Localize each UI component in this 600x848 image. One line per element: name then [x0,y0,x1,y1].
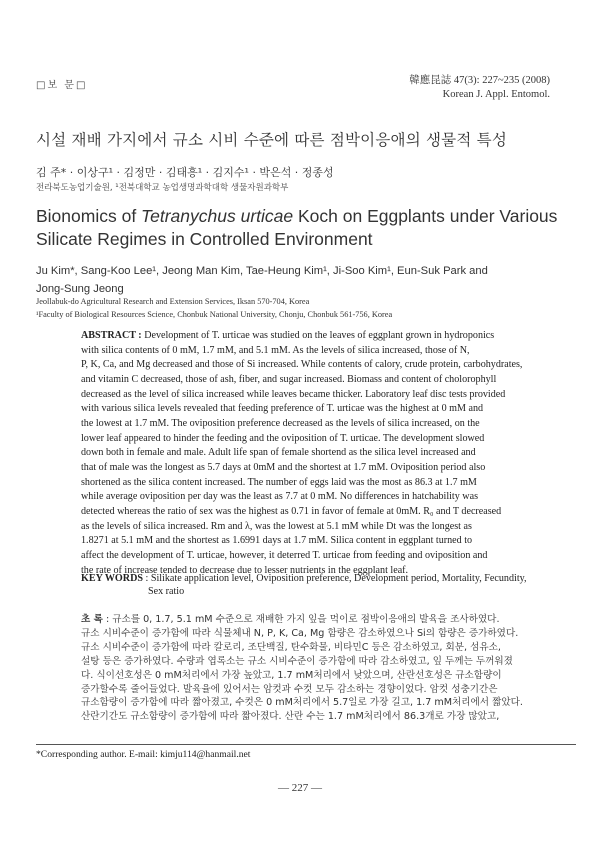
authors-line1: Ju Kim*, Sang-Koo Lee¹, Jeong Man Kim, Tae-Heung Kim¹, Ji-Soo Kim¹, Eun-Suk Park and [36,265,488,277]
title-english [36,205,576,251]
abstract-line: 1.8271 at 5.1 mM and the shortest as 1.6991 days at 1.7 mM. Silica content in eggplant turned to [81,535,473,547]
abstract-line: Development of T. urticae was studied on the leaves of eggplant grown in hydroponics [141,330,495,341]
affiliation-line2: ¹Faculty of Biological Resources Science, Chonbuk National University, Chonju, Chonbuk 561-756, Korea [36,309,393,319]
authors-line2: Jong-Sung Jeong [36,283,124,295]
journal-citation [409,74,550,102]
journal-citation-kr: 韓應昆誌 47(3): 227~235 (2008) [409,75,550,86]
abstract-line: the rate of increase tended to decrease due to lesser nutrients in the eggplant leaf. [81,564,409,576]
korean-abstract-line: 증가할수록 줄어들었다. 발육율에 있어서는 암컷과 수컷 모두 감소하는 경향이었다. 암컷 성충기간은 [81,683,498,695]
abstract-english [81,329,561,578]
authors-english [36,262,576,298]
affiliation-english [36,296,576,321]
abstract-line: with silica contents of 0 mM, 1.7 mM, and 5.1 mM. As the levels of silica increased, those of N, [81,344,470,356]
keywords [81,572,561,598]
korean-abstract-line: 규소 시비수준이 증가함에 따라 칼로리, 조단백질, 탄수화물, 비타민C 등은 감소하였고, 회분, 섬유소, [81,641,501,653]
footnote-divider [36,744,576,745]
affiliation-line1: Jeollabuk-do Agricultural Research and Extension Services, Iksan 570-704, Korea [36,297,310,306]
abstract-line: P, K, Ca, and Mg decreased and those of Si increased. While contents of calory, crude protein, carbohydrates, [81,359,523,371]
korean-abstract-line: : 규소를 0, 1.7, 5.1 mM 수준으로 재배한 가지 잎을 먹이로 점박이응애의 발육을 조사하였다. [102,614,500,625]
title-line2: Silicate Regimes in Controlled Environment [36,229,373,249]
abstract-label: ABSTRACT : [81,330,142,341]
abstract-line: affect the development of T. urticae, however, it deterred T. urticae from feeding and oviposition and [81,549,488,561]
abstract-line: down both in female and male. Adult life span of female shortend as the silica level increased and [81,447,476,459]
korean-abstract-line: 산란기간도 규소함량이 증가함에 따라 짧아졌다. 산란 수는 1.7 mM처리에서 86.3개로 가장 많았고, [81,711,500,723]
authors-korean: 김 주* · 이상구¹ · 김정만 · 김태흥¹ · 김지수¹ · 박은석 · 정종성 [36,166,334,179]
korean-abstract-label: 초 록 [81,614,103,625]
title-part2: Koch on Eggplants under Various [293,206,558,226]
title-korean: 시설 재배 가지에서 규소 시비 수준에 따른 점박이응애의 생물적 특성 [36,131,507,149]
abstract-line: decreased as the level of silica increased while leaves became thicker. Laboratory leaf disc tests provided [81,388,506,400]
keywords-line2: Sex ratio [148,586,185,597]
abstract-line: that of male was the longest as 5.7 days at 0mM and the shortest at 1.7 mM. Oviposition period also [81,461,486,473]
article-type-label: □보 문□ [36,80,88,91]
abstract-line: while average oviposition per day was the least as 7.7 at 0 mM. No differences in hatchability was [81,491,479,503]
keywords-line1: : Silikate application level, Oviposition preference, Development period, Mortality, Fecundity, [142,573,527,584]
abstract-line: as the levels of silica increased. Rm and λ, was the lowest at 5.1 mM while Dt was the longest as [81,520,472,532]
korean-abstract-line: 규소함량이 증가함에 따라 짧아졌고, 수컷은 0 mM처리에서 5.7일로 가장 길고, 1.7 mM처리에서 짧았다. [81,697,523,709]
abstract-line: lower leaf appeared to hinder the feeding and the oviposition of T. urticae. The development slowed [81,432,485,444]
abstract-line: and vitamin C decreased, those of ash, fiber, and sugar increased. Biomass and content of cholorophyll [81,373,497,385]
abstract-line: the lowest at 1.7 mM. The oviposition preference decreased as the levels of silica increased, on the [81,417,480,429]
keywords-label: KEY WORDS [81,573,143,584]
page-number: — 227 — [278,782,322,794]
affiliation-korean: 전라북도농업기술원, ¹전북대학교 농업생명과학대학 생물자원과학부 [36,183,289,193]
abstract-line: detected whereas the ratio of sex was the highest as 0.71 in favor of female at 0mM. R₀ and T decreased [81,505,502,517]
abstract-line: with various silica levels revealed that feeding preference of T. urticae was the highest at 0 mM and [81,403,484,415]
journal-name-en: Korean J. Appl. Entomol. [442,89,550,100]
korean-abstract-line: 다. 식이선호성은 0 mM처리에서 가장 높았고, 1.7 mM처리에서 낮았으며, 산란선호성은 규소함량이 [81,669,502,681]
korean-abstract-line: 설탕 등은 증가하였다. 수량과 엽록소는 규소 시비수준이 증가함에 따라 감소하였고, 잎 두께는 두꺼워졌 [81,655,513,667]
abstract-korean [81,613,561,724]
abstract-line: shortened as the silica content increased. The number of eggs laid was the most as 86.3 at 1.7 mM [81,476,477,488]
title-species: Tetranychus urticae [141,206,294,226]
korean-abstract-line: 규소 시비수준이 증가함에 따라 식물체내 N, P, K, Ca, Mg 함량은 감소하였으나 Si의 함량은 증가하였다. [81,627,519,639]
corresponding-author-footnote: *Corresponding author. E-mail: kimju114@hanmail.net [36,749,251,760]
title-part1: Bionomics of [36,206,142,226]
